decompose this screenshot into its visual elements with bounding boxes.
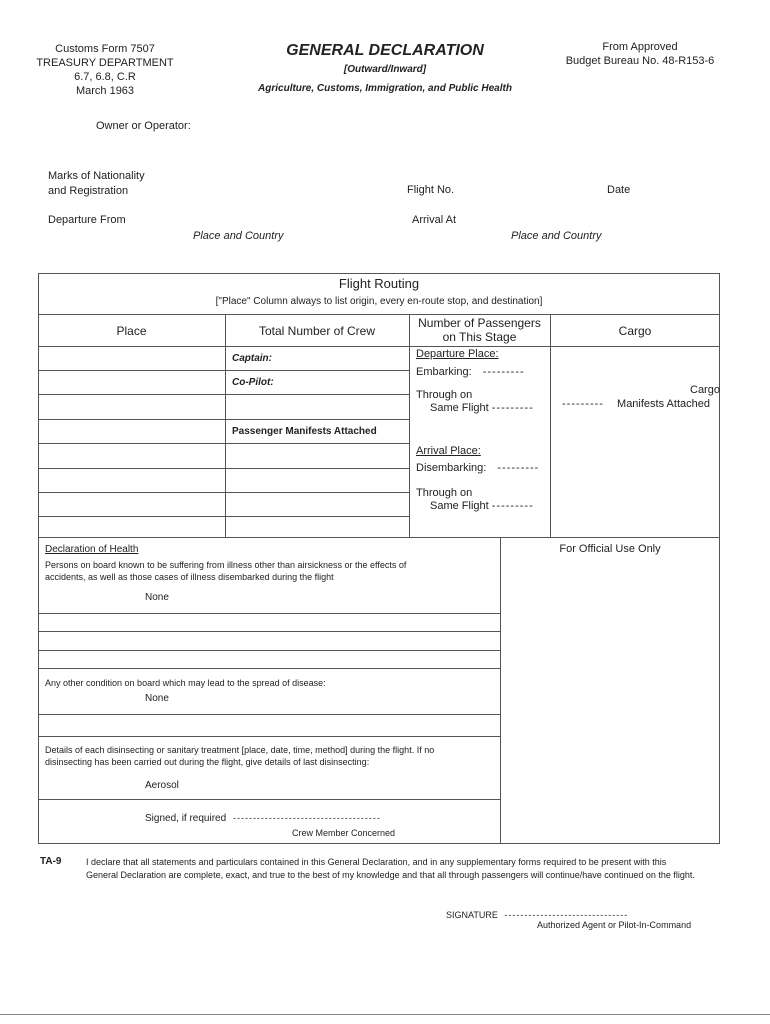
disembarking-label xyxy=(416,462,539,474)
copilot-label: Co-Pilot: xyxy=(232,377,274,388)
page-subtitle: [Outward/Inward] xyxy=(343,64,427,75)
embarking-dashes: --------- xyxy=(482,366,525,378)
declaration-text xyxy=(86,856,726,882)
embarking-label xyxy=(416,366,525,378)
same-flight-label xyxy=(430,402,534,414)
approval-info xyxy=(565,40,715,68)
health-line-1: Persons on board known to be suffering from illness other than airsickness or the effects of xyxy=(45,560,407,570)
cargo-dashes: --------- xyxy=(562,398,604,410)
cargo-manifests-text: Manifests Attached xyxy=(617,398,710,410)
same-flight-text: Same Flight xyxy=(430,402,489,414)
title-block xyxy=(230,42,540,94)
captain-label: Captain: xyxy=(232,353,272,364)
col-place: Place xyxy=(116,324,147,338)
passenger-manifests-label: Passenger Manifests Attached xyxy=(232,426,377,437)
col-passengers-line-2: on This Stage xyxy=(442,330,517,344)
signature-label: SIGNATURE xyxy=(446,910,498,920)
signed-label xyxy=(145,813,381,824)
routing-note: ["Place" Column always to list origin, every en-route stop, and destination] xyxy=(215,296,543,307)
approval-line-1: From Approved xyxy=(602,41,678,53)
arrival-place-country: Place and Country xyxy=(511,230,602,242)
signed-text: Signed, if required xyxy=(145,813,227,824)
disembarking-dashes: --------- xyxy=(497,462,540,474)
through-on-label: Through on xyxy=(416,389,473,401)
departure-place-country: Place and Country xyxy=(193,230,284,242)
crew-member-label: Crew Member Concerned xyxy=(292,828,396,838)
health-none-1: None xyxy=(145,592,169,603)
agencies: Agriculture, Customs, Immigration, and Public Health xyxy=(258,83,512,94)
health-line-2: accidents, as well as those cases of illness disembarked during the flight xyxy=(45,572,334,582)
col-passengers-line-1: Number of Passengers xyxy=(418,316,541,330)
agent-label: Authorized Agent or Pilot-In-Command xyxy=(537,920,692,930)
flight-no-label: Flight No. xyxy=(407,184,455,196)
health-title: Declaration of Health xyxy=(45,544,139,555)
cargo-label: Cargo xyxy=(690,384,720,396)
other-condition-label: Any other condition on board which may lead to the spread of disease: xyxy=(45,678,326,688)
disinsecting-line-2: disinsecting has been carried out during the flight, give details of last disinsecting: xyxy=(45,757,370,767)
declaration-line-2: General Declaration are complete, exact, and true to the best of my knowledge and that all through passengers will continue/have continued on the flight. xyxy=(86,870,695,880)
departure-place-label: Departure Place: xyxy=(416,348,499,360)
col-passengers xyxy=(409,316,550,344)
approval-line-2: Budget Bureau No. 48-R153-6 xyxy=(565,55,715,67)
department: TREASURY DEPARTMENT xyxy=(36,57,174,69)
col-crew: Total Number of Crew xyxy=(258,324,376,338)
disinsecting-description xyxy=(45,744,434,768)
arrival-label: Arrival At xyxy=(412,214,457,226)
same-flight-text-2: Same Flight xyxy=(430,500,489,512)
regulation: 6.7, 6.8, C.R xyxy=(74,71,136,83)
aerosol-value: Aerosol xyxy=(145,780,179,791)
signed-dashes: ------------------------------------- xyxy=(232,813,381,823)
same-flight-dashes-2: --------- xyxy=(491,500,534,512)
embarking-text: Embarking: xyxy=(416,366,472,378)
date-label: Date xyxy=(607,184,631,196)
form-number: Customs Form 7507 xyxy=(55,43,155,55)
routing-title: Flight Routing xyxy=(338,276,420,291)
health-description xyxy=(45,559,406,583)
signature-line xyxy=(446,910,628,920)
form-info xyxy=(30,42,180,98)
departure-label: Departure From xyxy=(48,214,126,226)
same-flight-dashes: --------- xyxy=(491,402,534,414)
same-flight-label-2 xyxy=(430,500,534,512)
bottom-rule xyxy=(0,1014,770,1015)
disinsecting-line-1: Details of each disinsecting or sanitary treatment [place, date, time, method] during the flight. If no xyxy=(45,745,435,755)
cargo-manifests xyxy=(562,398,710,410)
page-title: GENERAL DECLARATION xyxy=(286,42,484,59)
owner-label: Owner or Operator: xyxy=(96,120,191,132)
marks-label-2: and Registration xyxy=(48,185,129,197)
marks-label-1: Marks of Nationality xyxy=(48,170,145,182)
through-on-label-2: Through on xyxy=(416,487,473,499)
health-none-2: None xyxy=(145,693,169,704)
form-code: TA-9 xyxy=(40,856,62,867)
signature-dashes: ------------------------------- xyxy=(504,910,629,920)
official-use-label: For Official Use Only xyxy=(559,543,661,555)
declaration-line-1: I declare that all statements and particulars contained in this General Declaration, and in any supplementary forms required to be present with this xyxy=(86,857,667,867)
arrival-place-label: Arrival Place: xyxy=(416,445,481,457)
col-cargo: Cargo xyxy=(618,324,652,338)
form-date: March 1963 xyxy=(75,85,135,97)
disembarking-text: Disembarking: xyxy=(416,462,487,474)
